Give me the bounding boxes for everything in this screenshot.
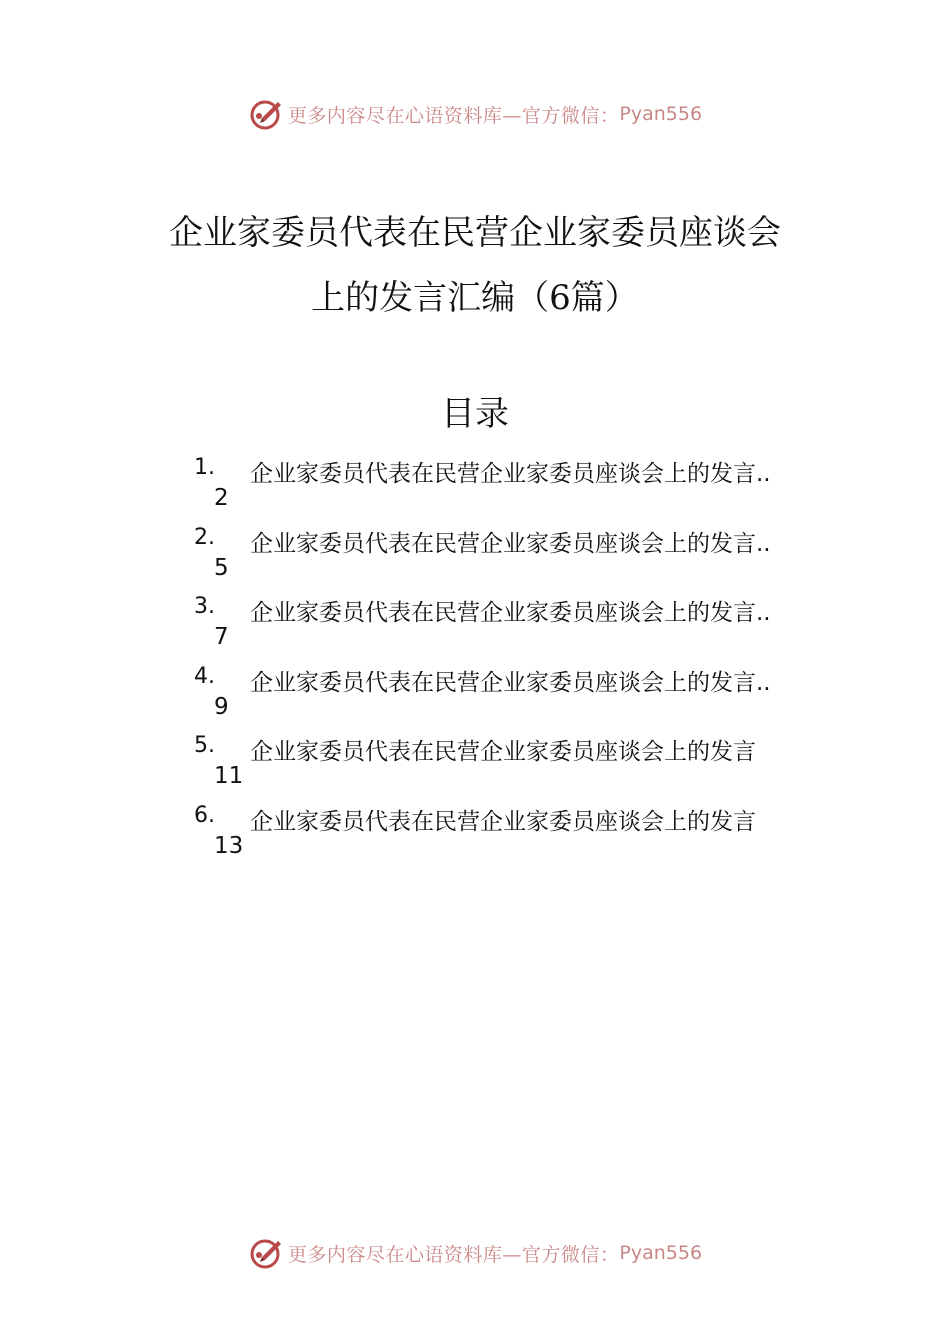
- toc-item-page: 7: [214, 624, 229, 651]
- banner-text: 更多内容尽在心语资料库—官方微信：: [287, 104, 620, 127]
- toc-item-page: 13: [214, 832, 244, 859]
- toc-item-title: 企业家委员代表在民营企业家委员座谈会上的发言: [250, 739, 756, 766]
- toc-item-number: 1.: [194, 455, 215, 480]
- banner-wechat-id: Pyan556: [619, 1242, 703, 1264]
- toc-item-number: 4.: [194, 663, 215, 689]
- pen-circle-logo-icon: [248, 96, 284, 132]
- toc-item-number: 2.: [194, 524, 215, 550]
- toc-item-number: 5.: [194, 733, 215, 759]
- header-banner: [0, 92, 950, 136]
- toc-item[interactable]: [194, 525, 834, 595]
- footer-banner: [0, 1231, 950, 1275]
- toc-item[interactable]: [194, 455, 834, 525]
- toc-item-title: 企业家委员代表在民营企业家委员座谈会上的发言..: [250, 461, 771, 487]
- toc-item-title: 企业家委员代表在民营企业家委员座谈会上的发言..: [250, 669, 771, 696]
- toc-item[interactable]: [194, 594, 834, 664]
- toc-item-page: 11: [214, 763, 244, 790]
- toc-item-page: 2: [214, 485, 229, 511]
- toc-item-title: 企业家委员代表在民营企业家委员座谈会上的发言..: [250, 530, 771, 557]
- toc-item[interactable]: [194, 733, 834, 803]
- toc-item-title: 企业家委员代表在民营企业家委员座谈会上的发言..: [250, 600, 771, 627]
- toc-item-number: 6.: [194, 802, 215, 828]
- toc-item-number: 3.: [194, 594, 215, 620]
- toc-item[interactable]: [194, 803, 834, 873]
- banner-wechat-id: Pyan556: [619, 103, 703, 125]
- document-title-line-1: 企业家委员代表在民营企业家委员座谈会: [169, 213, 781, 253]
- toc-item[interactable]: [194, 664, 834, 734]
- toc-item-page: 5: [214, 554, 229, 581]
- table-of-contents: [194, 455, 834, 873]
- toc-item-page: 9: [214, 693, 229, 720]
- pen-circle-logo-icon: [248, 1235, 284, 1271]
- toc-heading: 目录: [441, 394, 509, 434]
- toc-item-title: 企业家委员代表在民营企业家委员座谈会上的发言: [250, 808, 756, 835]
- document-title-line-2: 上的发言汇编（6篇）: [311, 278, 639, 318]
- banner-text: 更多内容尽在心语资料库—官方微信：: [287, 1243, 620, 1266]
